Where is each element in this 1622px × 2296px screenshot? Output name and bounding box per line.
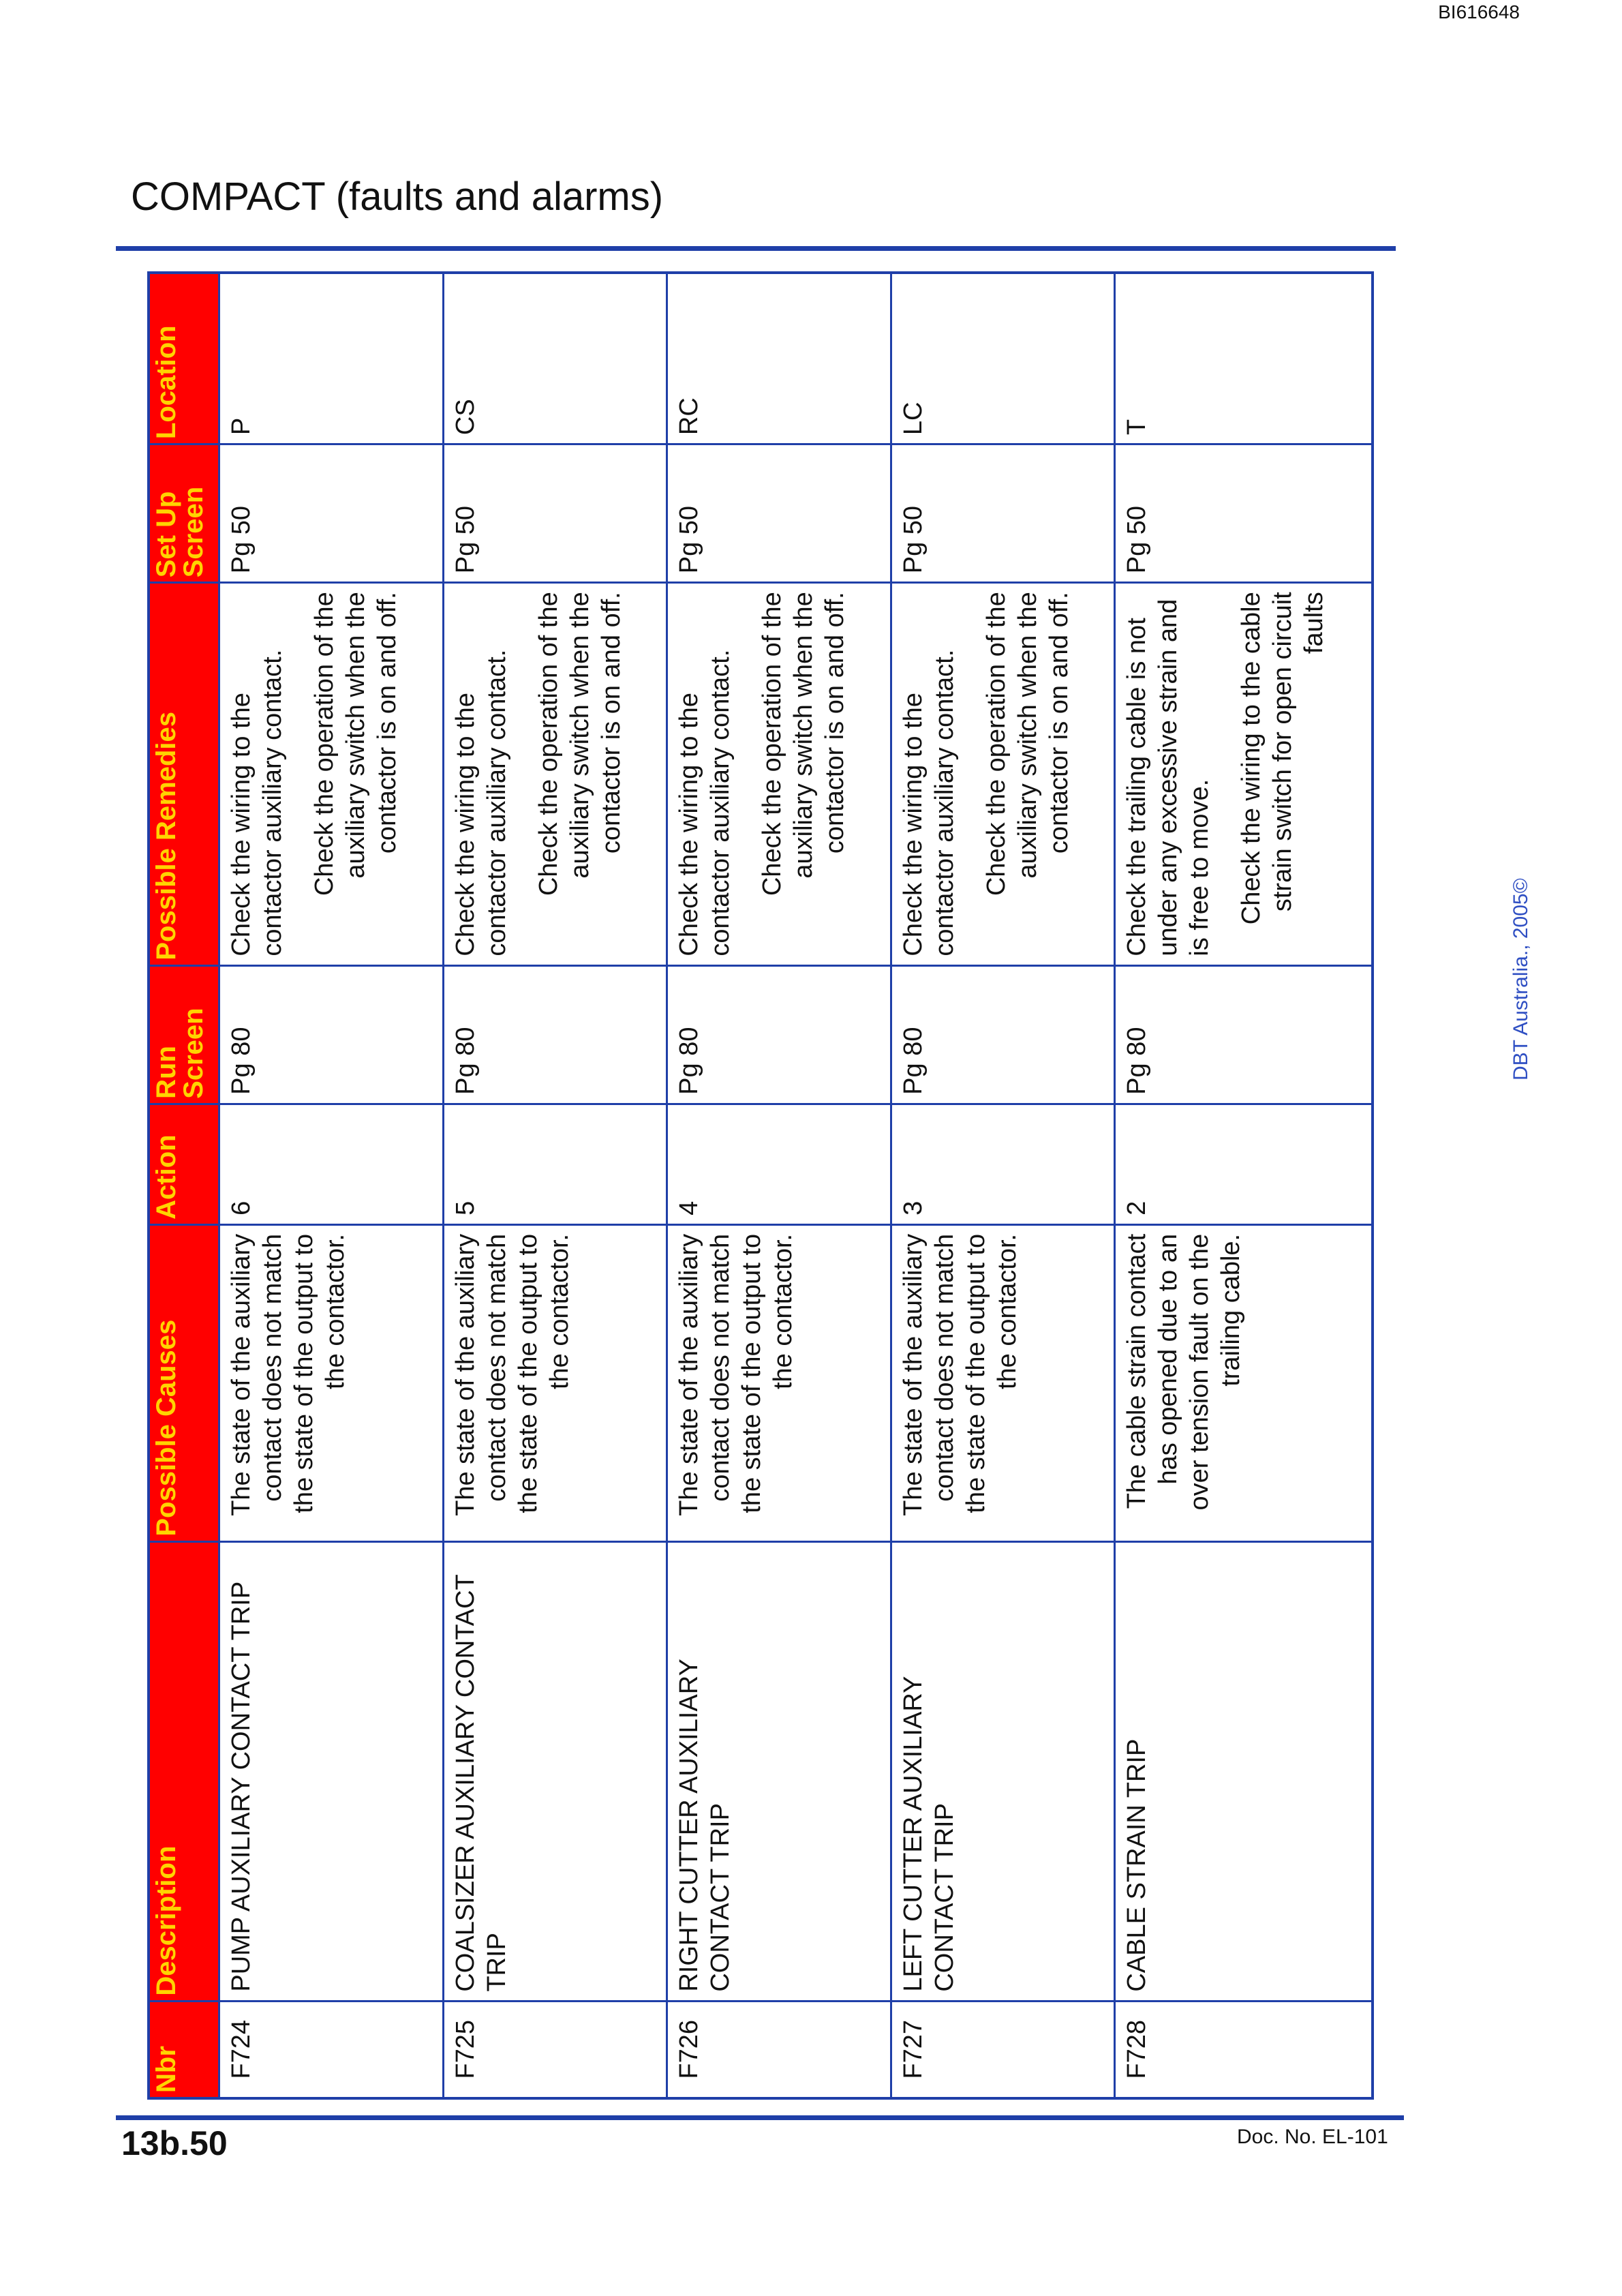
faults-table-container [147, 271, 1374, 2100]
fault-action: 6 [219, 1104, 444, 1224]
page-number: 13b.50 [121, 2124, 228, 2162]
fault-remedies [891, 583, 1115, 965]
table-row [1115, 273, 1373, 2098]
fault-cause: The state of the auxiliary contact does not match the state of the output to the contactor. [891, 1224, 1115, 1541]
header-possible-remedies: Possible Remedies [149, 583, 219, 965]
header-location: Location [149, 273, 219, 444]
document-id: BI616648 [1438, 1, 1520, 22]
fault-cause: The cable strain contact has opened due to an over tension fault on the trailing cable. [1115, 1224, 1373, 1541]
top-rule [116, 246, 1396, 251]
remedy-wiring: Check the wiring to the contactor auxiliary contact. [898, 649, 959, 956]
fault-cause: The state of the auxiliary contact does not match the state of the output to the contactor. [219, 1224, 444, 1541]
remedy-operation: Check the operation of the auxiliary switch when the contactor is on and off. [981, 592, 1073, 896]
table-row [219, 273, 444, 2098]
fault-setup-screen: Pg 50 [1115, 444, 1373, 583]
copyright-notice: DBT Australia., 2005© [1510, 878, 1532, 1081]
remedy-operation: Check the operation of the auxiliary switch when the contactor is on and off. [310, 592, 401, 896]
fault-setup-screen: Pg 50 [667, 444, 891, 583]
remedy-strain-switch: Check the wiring to the cable strain switch for open circuit faults [1237, 592, 1329, 925]
fault-number: F725 [443, 2001, 667, 2098]
header-setup-screen: Set Up Screen [149, 444, 219, 583]
fault-run-screen: Pg 80 [891, 965, 1115, 1104]
fault-remedies [443, 583, 667, 965]
table-row [891, 273, 1115, 2098]
fault-action: 4 [667, 1104, 891, 1224]
fault-setup-screen: Pg 50 [891, 444, 1115, 583]
fault-run-screen: Pg 80 [219, 965, 444, 1104]
fault-setup-screen: Pg 50 [219, 444, 444, 583]
remedy-operation: Check the operation of the auxiliary switch when the contactor is on and off. [534, 592, 626, 896]
fault-run-screen: Pg 80 [1115, 965, 1373, 1104]
fault-description: RIGHT CUTTER AUXILIARY CONTACT TRIP [667, 1541, 891, 2001]
fault-cause: The state of the auxiliary contact does not match the state of the output to the contactor. [667, 1224, 891, 1541]
fault-description: CABLE STRAIN TRIP [1115, 1541, 1373, 2001]
fault-location: CS [443, 273, 667, 444]
fault-setup-screen: Pg 50 [443, 444, 667, 583]
remedy-operation: Check the operation of the auxiliary switch when the contactor is on and off. [758, 592, 850, 896]
fault-number: F724 [219, 2001, 444, 2098]
bottom-rule [116, 2115, 1404, 2120]
fault-action: 2 [1115, 1104, 1373, 1224]
fault-description: LEFT CUTTER AUXILIARY CONTACT TRIP [891, 1541, 1115, 2001]
page-title: COMPACT (faults and alarms) [131, 175, 664, 219]
remedy-wiring: Check the wiring to the contactor auxiliary contact. [675, 649, 735, 956]
fault-number: F728 [1115, 2001, 1373, 2098]
fault-location: P [219, 273, 444, 444]
fault-remedies [1115, 583, 1373, 965]
fault-number: F726 [667, 2001, 891, 2098]
remedy-wiring: Check the wiring to the contactor auxiliary contact. [450, 649, 511, 956]
document-number: Doc. No. EL-101 [1237, 2126, 1388, 2148]
fault-description: COALSIZER AUXILIARY CONTACT TRIP [443, 1541, 667, 2001]
fault-action: 5 [443, 1104, 667, 1224]
header-nbr: Nbr [149, 2001, 219, 2098]
header-run-screen: Run Screen [149, 965, 219, 1104]
fault-description: PUMP AUXILIARY CONTACT TRIP [219, 1541, 444, 2001]
remedy-trailing-cable: Check the trailing cable is not under any excessive strain and is free to move. [1122, 599, 1214, 956]
faults-table [147, 271, 1374, 2100]
header-description: Description [149, 1541, 219, 2001]
fault-remedies [667, 583, 891, 965]
fault-cause: The state of the auxiliary contact does not match the state of the output to the contactor. [443, 1224, 667, 1541]
header-possible-causes: Possible Causes [149, 1224, 219, 1541]
fault-location: T [1115, 273, 1373, 444]
fault-location: RC [667, 273, 891, 444]
fault-remedies [219, 583, 444, 965]
fault-run-screen: Pg 80 [667, 965, 891, 1104]
table-header-row [149, 273, 219, 2098]
table-row [443, 273, 667, 2098]
fault-run-screen: Pg 80 [443, 965, 667, 1104]
remedy-wiring: Check the wiring to the contactor auxiliary contact. [227, 649, 287, 956]
fault-location: LC [891, 273, 1115, 444]
table-row [667, 273, 891, 2098]
fault-number: F727 [891, 2001, 1115, 2098]
header-action: Action [149, 1104, 219, 1224]
fault-action: 3 [891, 1104, 1115, 1224]
